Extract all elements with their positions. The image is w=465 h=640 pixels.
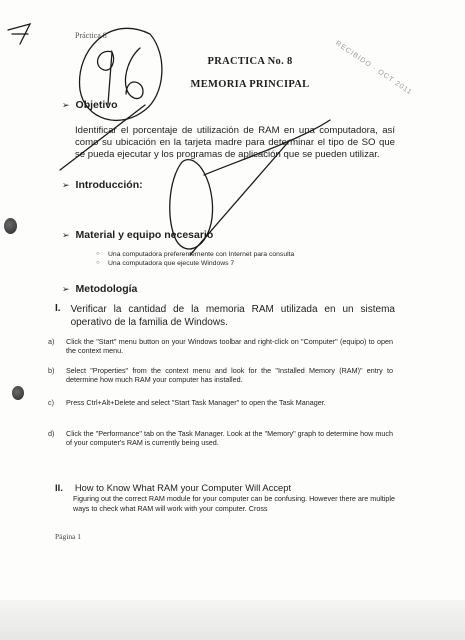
roman-numeral: I. <box>55 303 61 314</box>
part-2-title: How to Know What RAM your Computer Will Accept <box>74 482 292 493</box>
list-item: ○ Una computadora preferentemente con Internet para consulta <box>96 250 376 259</box>
section-heading: Material y equipo necesario <box>75 229 214 241</box>
section-heading: Introducción: <box>75 179 143 191</box>
step-text: Press Ctrl+Alt+Delete and select "Start Task Manager" to open the Task Manager. <box>66 398 326 407</box>
grade-digit-9 <box>98 51 114 104</box>
step-text: Click the "Performance" tab on the Task Manager. Look at the "Memory" graph to determine how much of your computer's RAM is currently being used. <box>66 429 393 448</box>
step-label: b) <box>48 366 55 375</box>
arrow-bullet-icon: ➢ <box>62 179 70 190</box>
arrow-bullet-icon: ➢ <box>62 99 70 110</box>
step-text: Select "Properties" from the context menu and look for the "Installed Memory (RAM)" entry to determine how much RAM your computer has installed. <box>66 366 393 385</box>
step-text: Click the "Start" menu button on your Windows toolbar and right-click on "Computer" (equipo) to open the context menu. <box>66 337 393 356</box>
grade-digit-6 <box>125 48 143 99</box>
part-1-text: Verificar la cantidad de la memoria RAM utilizada en un sistema operativo de la familia de Windows. <box>70 304 395 328</box>
arrow-bullet-icon: ➢ <box>62 283 70 294</box>
section-heading: Objetivo <box>75 99 118 111</box>
step-label: d) <box>48 429 55 438</box>
step-label: c) <box>48 398 54 407</box>
list-item: ○ Una computadora que ejecute Windows 7 <box>96 259 376 268</box>
step-label: a) <box>48 337 55 346</box>
practice-label: Práctica 8 <box>75 31 107 40</box>
page-number: Página 1 <box>55 532 82 541</box>
grade-zero-icon <box>170 160 213 249</box>
pen-stroke-icon <box>60 105 145 170</box>
part-2-text: Figuring out the correct RAM module for your computer can be confusing. However there are multiple ways to check what RAM will work with your computer. Cross <box>73 494 395 513</box>
arrow-bullet-icon: ➢ <box>62 229 70 240</box>
received-stamp: RECIBIDO · OCT 2011 <box>334 40 414 97</box>
objetivo-text: Identificar el porcentaje de utilización de RAM en una computadora, así como su ubicación en la tarjeta madre para determinar el tipo de SO que se pueda ejecutar y los programas de aplicación que se pueden utilizar. <box>75 125 395 160</box>
corner-mark-icon <box>8 24 30 44</box>
roman-numeral: II. <box>55 482 63 493</box>
practice-subtitle: MEMORIA PRINCIPAL <box>190 79 310 90</box>
practice-title: PRACTICA No. 8 <box>207 56 293 67</box>
grade-circle-icon <box>80 28 162 120</box>
section-heading: Metodología <box>75 283 138 295</box>
